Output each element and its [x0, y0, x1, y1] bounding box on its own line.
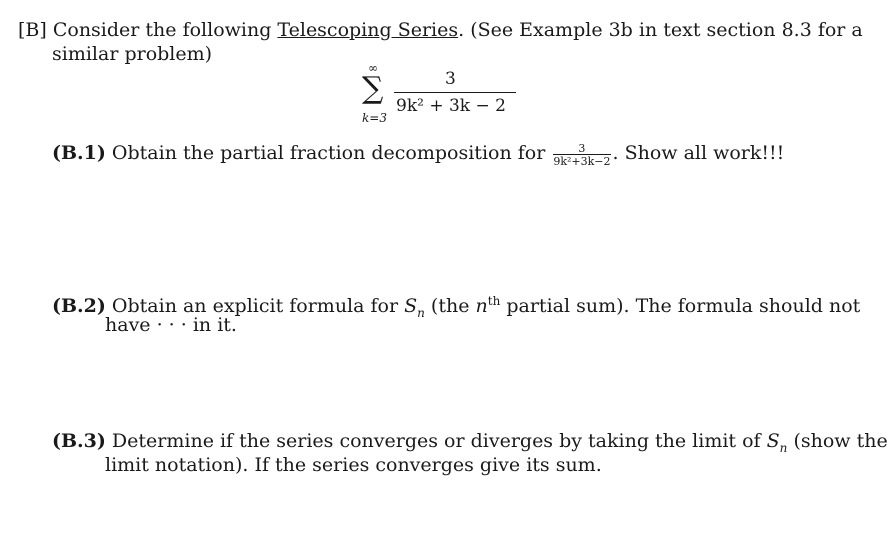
b1-text-pre: Obtain the partial fraction decomposition for: [111, 142, 546, 164]
part-b-intro: [18, 19, 863, 41]
b2-text-c: partial sum). The formula should not: [506, 295, 861, 317]
series-denominator: 9k² + 3k − 2: [396, 96, 506, 116]
intro-text-pre: Consider the following: [52, 19, 278, 41]
b1-question: [52, 142, 784, 167]
intro-text-post: . (See Example 3b in text section 8.3 for a: [458, 19, 863, 41]
b2-sn-symbol: [404, 295, 425, 320]
b2-sn-sub: n: [417, 305, 425, 320]
b2-sn-s: S: [404, 295, 418, 317]
sum-upper-limit: ∞: [368, 61, 378, 75]
b2-label: (B.2): [52, 295, 106, 317]
b3-text-a: Determine if the series converges or diverges by taking the limit of: [111, 430, 761, 452]
sigma-symbol: ∑: [362, 71, 384, 106]
series-fraction-bar: [394, 92, 516, 93]
b2-nth-n: n: [475, 295, 488, 317]
b3-text-b: (show the: [793, 430, 888, 452]
b3-sn-symbol: [766, 430, 788, 455]
b1-frac-denominator: 9k²+3k−2: [553, 155, 611, 168]
telescoping-series-link: Telescoping Series: [277, 19, 459, 41]
b2-text-a: Obtain an explicit formula for: [111, 295, 399, 317]
b2-text-b: (the: [430, 295, 470, 317]
b2-line2: [105, 314, 237, 336]
b2-line2-b: in it.: [192, 314, 237, 336]
b3-sn-sub: n: [779, 440, 788, 455]
b1-inline-fraction: [553, 143, 610, 167]
b2-nth-sup: th: [487, 294, 501, 308]
series-display: [358, 62, 523, 132]
b2-line2-a: have: [105, 314, 151, 336]
b3-label: (B.3): [52, 430, 106, 452]
b2-line2-dots: · · ·: [156, 314, 187, 336]
b3-line2: limit notation). If the series converges give its sum.: [105, 454, 602, 476]
b3-sn-s: S: [766, 430, 780, 452]
sum-lower-limit: k=3: [362, 111, 387, 125]
series-numerator: 3: [445, 69, 456, 89]
b1-text-post: . Show all work!!!: [612, 142, 785, 164]
b1-frac-numerator: 3: [578, 142, 586, 155]
b1-label: (B.1): [52, 142, 106, 164]
intro-line2: similar problem): [52, 43, 213, 65]
part-b-label: [B]: [18, 19, 47, 41]
